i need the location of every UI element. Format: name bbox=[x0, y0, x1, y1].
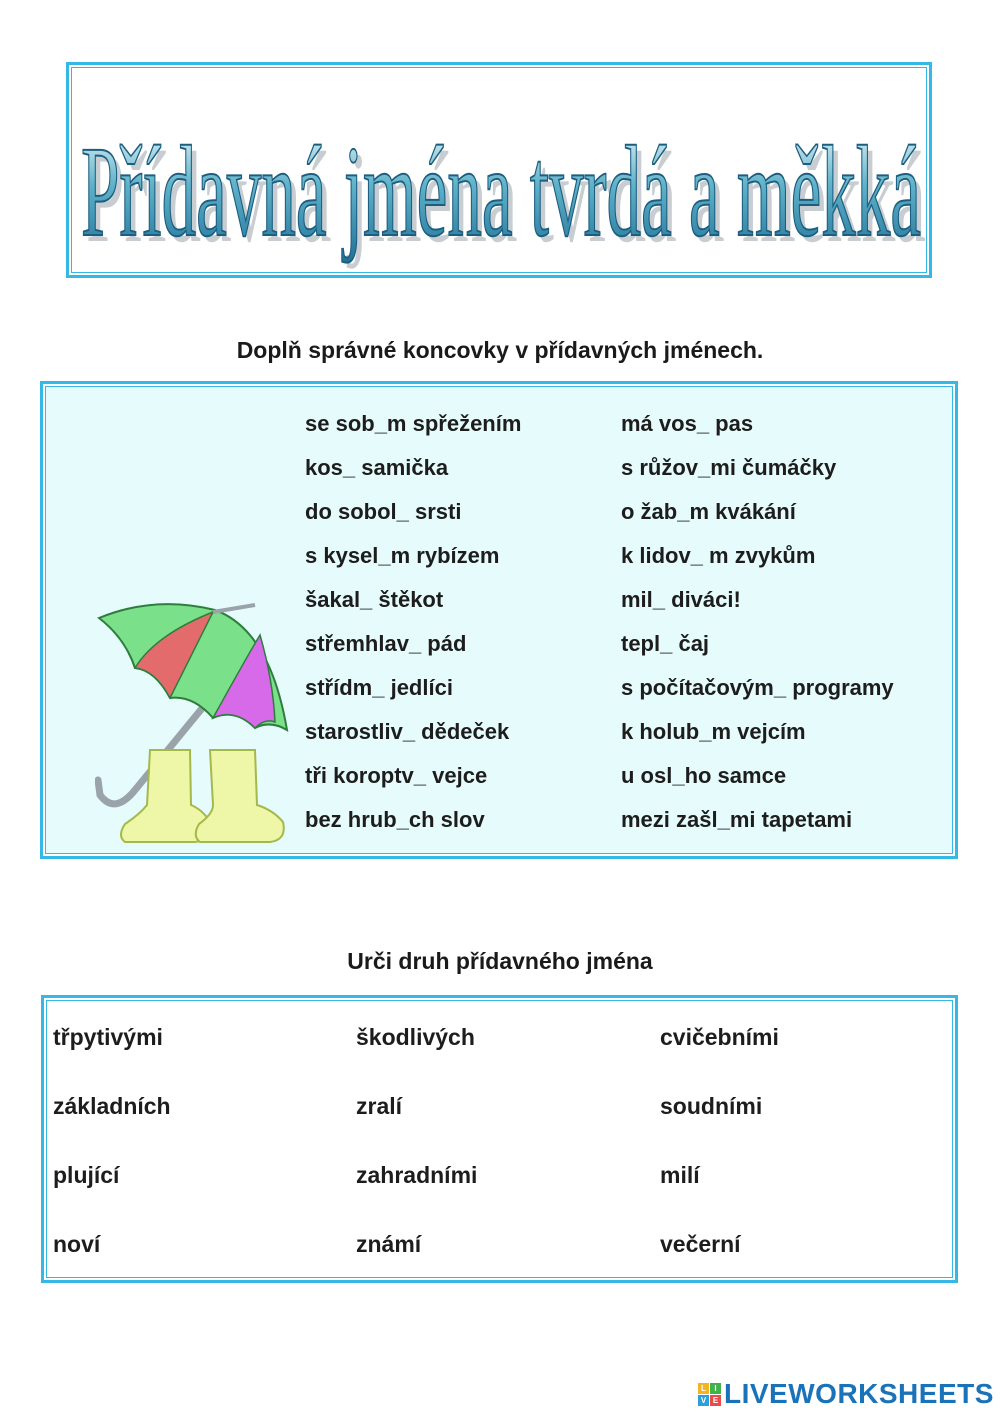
phrase-left: se sob_m spřežením bbox=[305, 411, 522, 436]
phrase-left: do sobol_ srsti bbox=[305, 499, 462, 524]
umbrella-boots-illustration bbox=[95, 600, 305, 850]
phrase-left: šakal_ štěkot bbox=[305, 587, 444, 612]
right-boot bbox=[196, 750, 284, 842]
exercise1-instruction: Doplň správné koncovky v přídavných jménech. bbox=[236, 337, 764, 363]
adjective-word: plující bbox=[53, 1162, 120, 1188]
adjective-word: večerní bbox=[660, 1231, 741, 1257]
liveworksheets-logo-icon: L I V E bbox=[698, 1383, 721, 1406]
adjective-word: škodlivých bbox=[356, 1024, 475, 1050]
adjective-word: noví bbox=[53, 1231, 101, 1257]
phrase-right: s růžov_mi čumáčky bbox=[621, 455, 837, 480]
page-title-shadow: Přídavná jména tvrdá a měkká bbox=[86, 126, 926, 270]
phrase-left: kos_ samička bbox=[305, 455, 449, 480]
adjective-word: zahradními bbox=[356, 1162, 478, 1188]
phrase-right: s počítačovým_ programy bbox=[621, 675, 894, 700]
adjective-word: soudními bbox=[660, 1093, 763, 1119]
adjective-word: zralí bbox=[356, 1093, 403, 1119]
phrase-left: s kysel_m rybízem bbox=[305, 543, 500, 568]
page-title: Přídavná jména tvrdá a měkká bbox=[81, 120, 921, 264]
phrase-right: k lidov_ m zvykům bbox=[621, 543, 816, 568]
exercise2-box bbox=[41, 995, 958, 1283]
phrase-left: starostliv_ dědeček bbox=[305, 719, 510, 744]
phrase-right: mezi zašl_mi tapetami bbox=[621, 807, 853, 832]
adjective-word: milí bbox=[660, 1162, 700, 1188]
adjective-word: cvičebními bbox=[660, 1024, 779, 1050]
phrase-right: má vos_ pas bbox=[621, 411, 754, 436]
phrase-left: tři koroptv_ vejce bbox=[305, 763, 488, 788]
phrase-left: střídm_ jedlíci bbox=[305, 675, 453, 700]
phrase-left: střemhlav_ pád bbox=[305, 631, 467, 656]
phrase-right: tepl_ čaj bbox=[621, 631, 710, 656]
logo-text: LIVEWORKSHEETS bbox=[724, 1378, 994, 1409]
phrase-left: bez hrub_ch slov bbox=[305, 807, 485, 832]
phrase-right: k holub_m vejcím bbox=[621, 719, 806, 744]
umbrella-tip bbox=[213, 605, 255, 612]
liveworksheets-logo[interactable] bbox=[698, 1378, 994, 1410]
adjective-word: třpytivými bbox=[53, 1024, 163, 1050]
title-banner bbox=[66, 62, 932, 278]
phrase-right: u osl_ho samce bbox=[621, 763, 787, 788]
adjective-word: známí bbox=[356, 1231, 422, 1257]
adjective-word: základních bbox=[53, 1093, 171, 1119]
title-wordart bbox=[69, 65, 929, 275]
phrase-right: o žab_m kvákání bbox=[621, 499, 796, 524]
exercise2-instruction: Urči druh přídavného jména bbox=[347, 948, 653, 974]
phrase-right: mil_ diváci! bbox=[621, 587, 741, 612]
